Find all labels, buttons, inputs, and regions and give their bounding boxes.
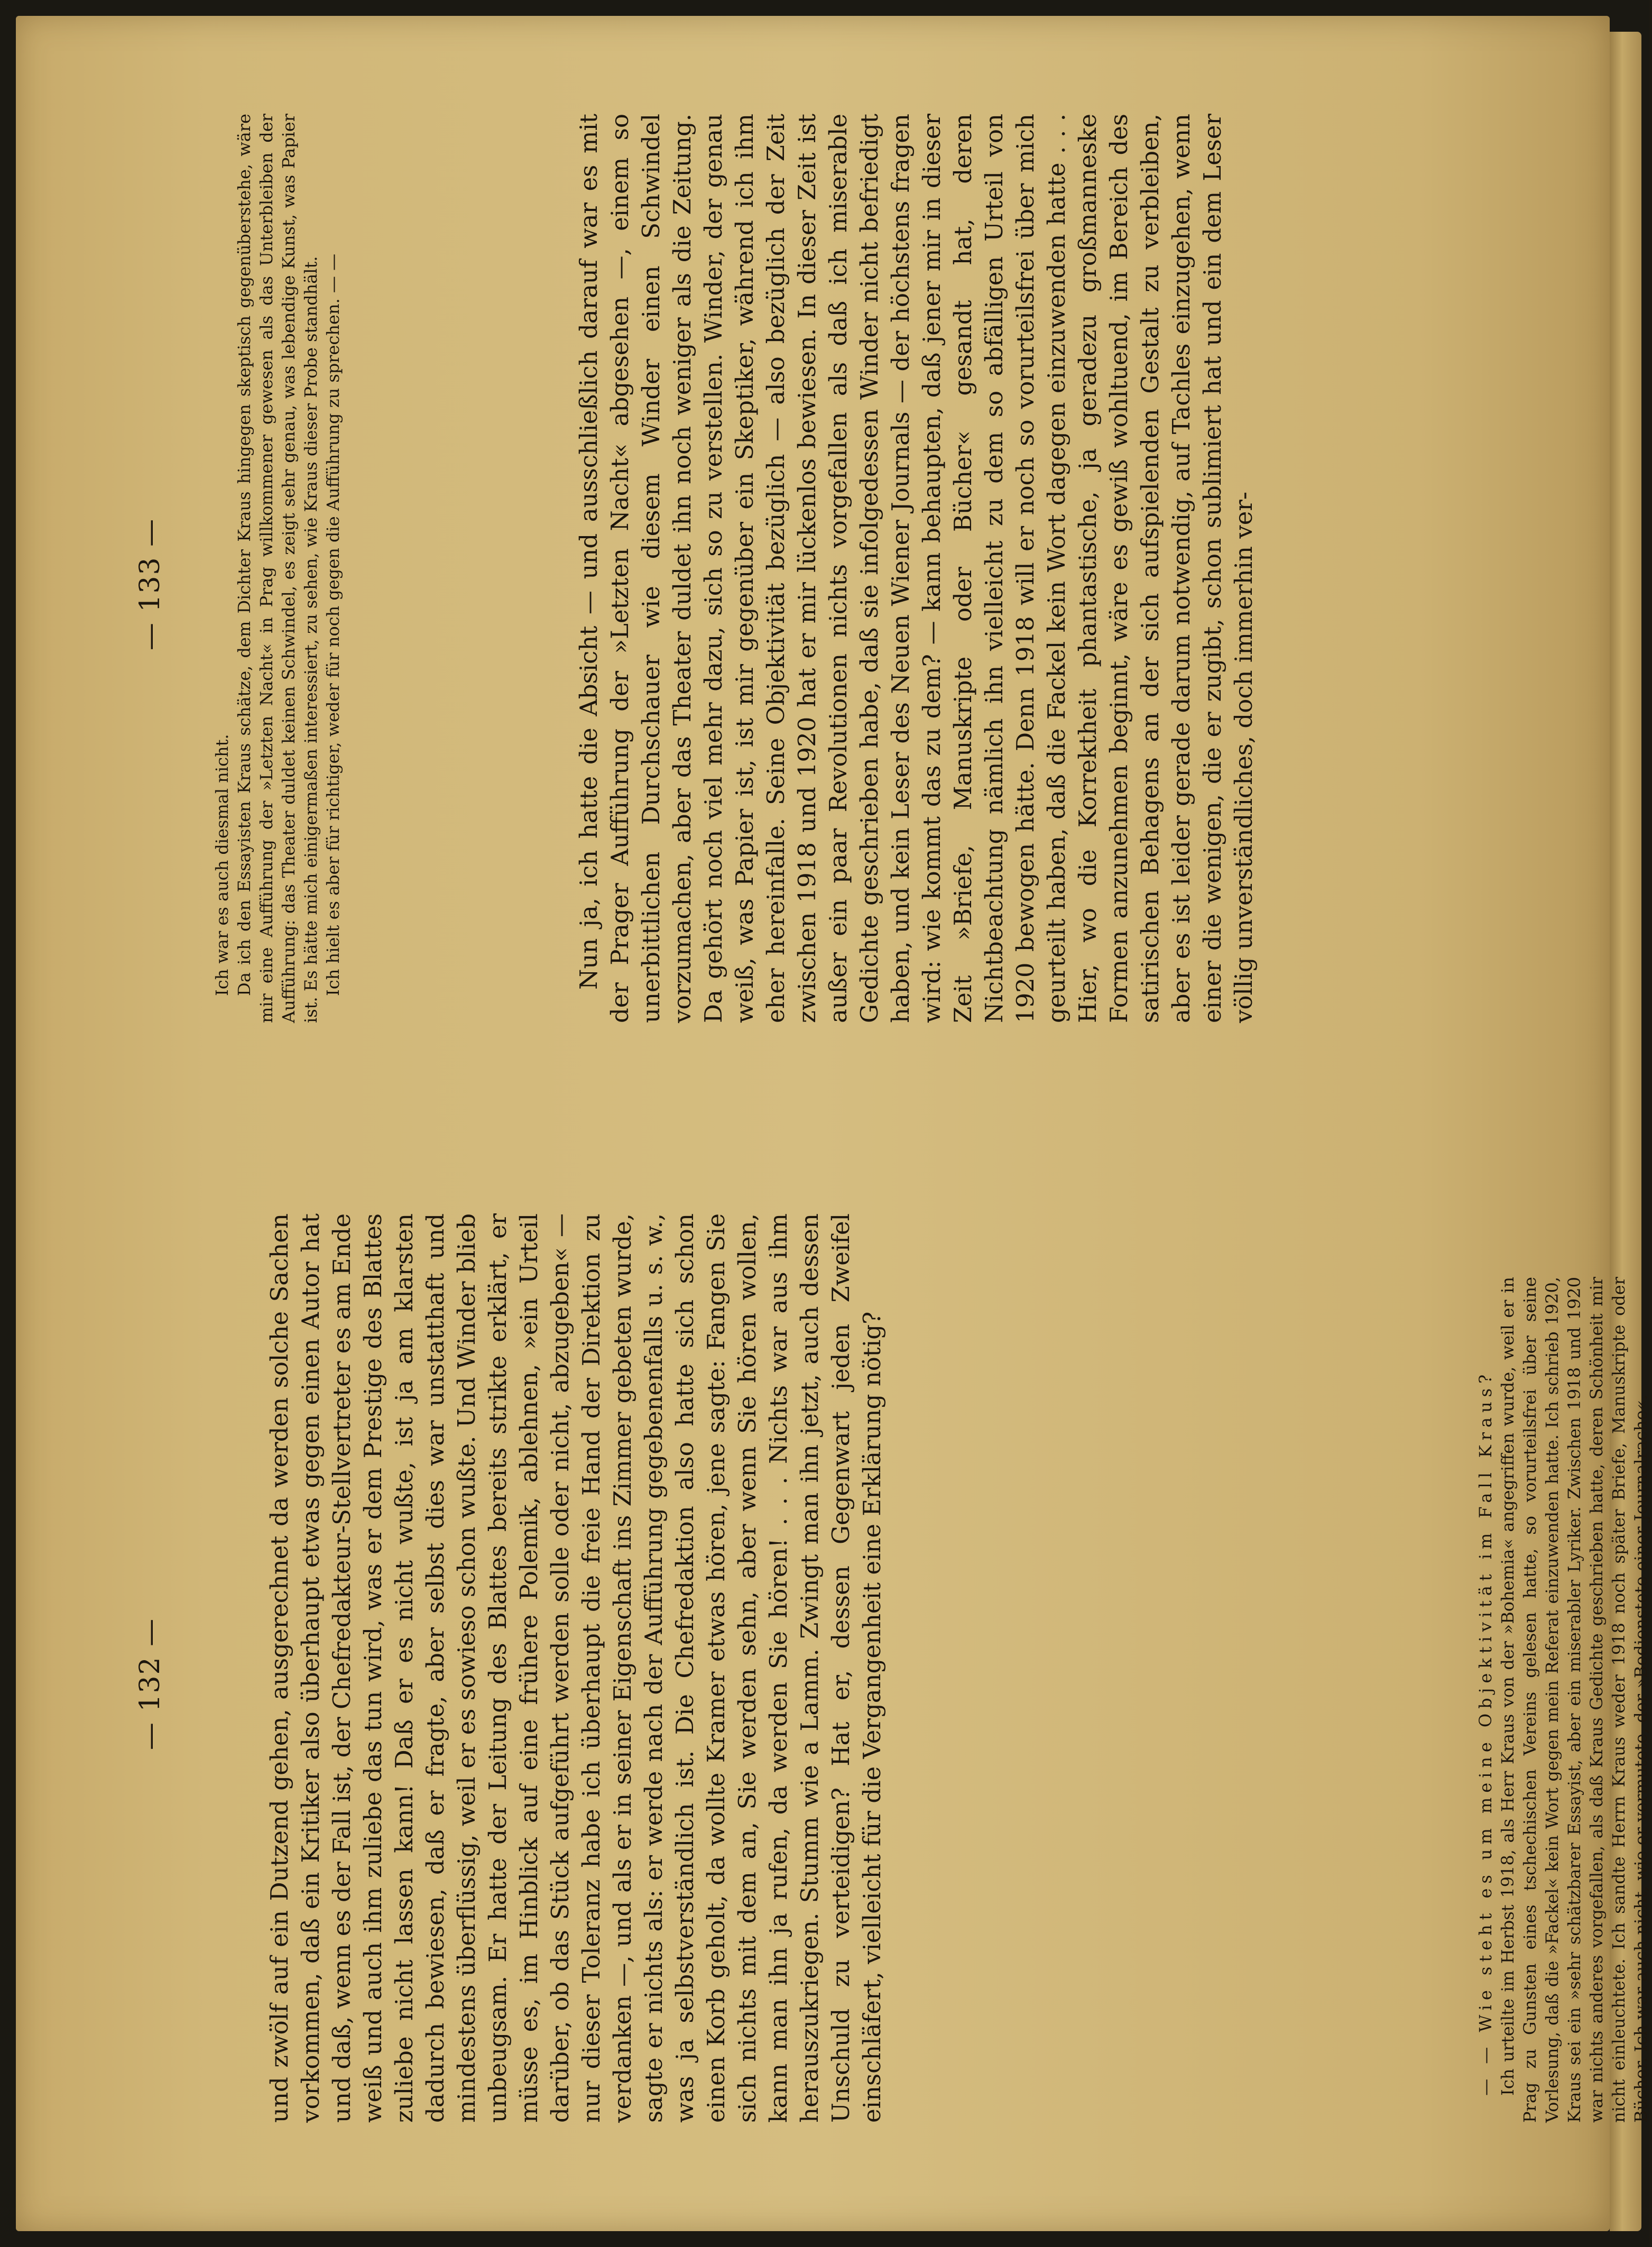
section-heading: — — Wie steht es um meine Objektivität im Fall Kraus? (1475, 1369, 1496, 2096)
page-133 (42, 82, 1607, 1086)
book-spread (42, 40, 1651, 2207)
paragraph: Da ich den Essayisten Kraus schätze, dem Dichter Kraus hingegen skeptisch gegenüberstehe, wäre mir eine Aufführung der »Letzten Nacht« in Prag willkommener gewesen als das Unterbleiben der Aufführung: das Theater duldet keinen Schwindel, es zeigt sehr genau, was lebendige Kunst, was Papier ist. Es hätte mich einigermaßen interessiert, zu sehen, wie Kraus dieser Probe standhält. (234, 114, 321, 1023)
main-text (264, 1213, 888, 2123)
page-number: — 133 — (134, 518, 166, 651)
paragraph: Ich war es auch diesmal nicht. (212, 734, 232, 996)
main-text (573, 114, 1259, 1023)
footnote-text (1474, 1277, 1652, 2123)
paragraph: Nun ja, ich hatte die Absicht — und ausschließlich darauf war es mit der Prager Aufführung der »Letzten Nacht« abgesehen —, einem so unerbittlichen Durchschauer wie diesem Winder einen Schwindel vorzumachen, aber das Theater duldet ihn noch weniger als die Zeitung. Da gehört noch viel mehr dazu, sich so zu verstellen. Winder, der genau weiß, was Papier ist, ist mir gegenüber ein Skeptiker, während ich ihm eher hereinfalle. Seine Objektivität bezüglich — also bezüglich der Zeit zwischen 1918 und 1920 hat er mir lückenlos bewiesen. In dieser Zeit ist außer ein paar Revolutionen nichts vorgefallen als daß ich miserable Gedichte geschrieben habe, daß sie infolgedessen Winder nicht befriedigt haben, und kein Leser des Neuen Wiener Journals — der höchstens fragen wird: wie kommt das zu dem? — kann behaupten, daß jener mir in dieser Zeit »Briefe, Manuskripte oder Bücher« gesandt hat, deren Nichtbeachtung nämlich ihn vielleicht zu dem so abfälligen Urteil von 1920 bewogen hätte. Denn 1918 will er noch so vorurteilsfrei über mich geurteilt haben, daß die Fackel kein Wort dagegen einzuwenden hatte . . . Hier, wo die Korrektheit phantastische, ja geradezu großmanneske Formen anzunehmen beginnt, wäre es gewiß wohltuend, im Bereich des satirischen Behagens an der sich aufspielenden Gestalt zu verbleiben, aber es ist leider gerade darum notwendig, auf Tachles einzugehen, wenn einer die wenigen, die er zugibt, schon sublimiert hat und ein dem Leser völlig unverständliches, doch immerhin ver- (575, 114, 1258, 1023)
paragraph: Ich hielt es aber für richtiger, weder für noch gegen die Aufführung zu sprechen. — — (323, 253, 343, 996)
paragraph: und zwölf auf ein Dutzend gehen, ausgerechnet da werden solche Sachen vorkommen, daß ein Kritiker also überhaupt etwas gegen einen Autor hat und daß, wenn es der Fall ist, der Chefredakteur-Stellvertreter es am Ende weiß und auch ihm zuliebe das tun wird, was er dem Prestige des Blattes zuliebe nicht lassen kann! Daß er es nicht wußte, ist ja am klarsten dadurch bewiesen, daß er fragte, aber selbst dies war unstatthaft und mindestens überflüssig, weil er es sowieso schon wußte. Und Winder blieb unbeugsam. Er hatte der Leitung des Blattes bereits strikte erklärt, er müsse es, im Hinblick auf eine frühere Polemik, ablehnen, »ein Urteil darüber, ob das Stück aufgeführt werden solle oder nicht, abzugeben« — nur dieser Toleranz habe ich überhaupt die freie Hand der Direktion zu verdanken —, und als er in seiner Eigenschaft ins Zimmer gebeten wurde, sagte er nichts als: er werde nach der Aufführung gegebenenfalls u. s. w., was ja selbstverständlich ist. Die Chefredaktion also hatte sich schon einen Korb geholt, da wollte Kramer etwas hören, jene sagte: Fangen Sie sich nichts mit dem an, Sie werden sehn, aber wenn Sie hören wollen, kann man ihn ja rufen, da werden Sie hören! . . . Nichts war aus ihm herauszukriegen. Stumm wie a Lamm. Zwingt man ihn jetzt, auch dessen Unschuld zu verteidigen? Hat er, dessen Gegenwart jeden Zweifel einschläfert, vielleicht für die Vergangenheit eine Erklärung nötig? (265, 1213, 886, 2123)
paragraph: Ich urteilte im Herbst 1918, als Herr Kraus von der »Bohemia« angegriffen wurde, weil er in Prag zu Gunsten eines tschechischen Vereins gelesen hatte, so vorurteilsfrei über seine Vorlesung, daß die »Fackel« kein Wort gegen mein Referat einzuwenden hatte. Ich schrieb 1920, Kraus sei ein »sehr schätzbarer Essayist, aber ein miserabler Lyriker. Zwischen 1918 und 1920 war nichts anderes vorgefallen, als daß Kraus Gedichte geschrieben hatte, deren Schönheit mir nicht einleuchtete. Ich sandte Herrn Kraus weder 1918 noch später Briefe, Manuskripte oder Bücher. Ich war auch nicht, wie er vermutete, der »Bedienstete einer Journalrache«. (1498, 1277, 1651, 2123)
footnote-text (211, 114, 344, 1023)
page-132 (42, 1182, 1651, 2186)
page-number: — 132 — (134, 1617, 166, 1751)
